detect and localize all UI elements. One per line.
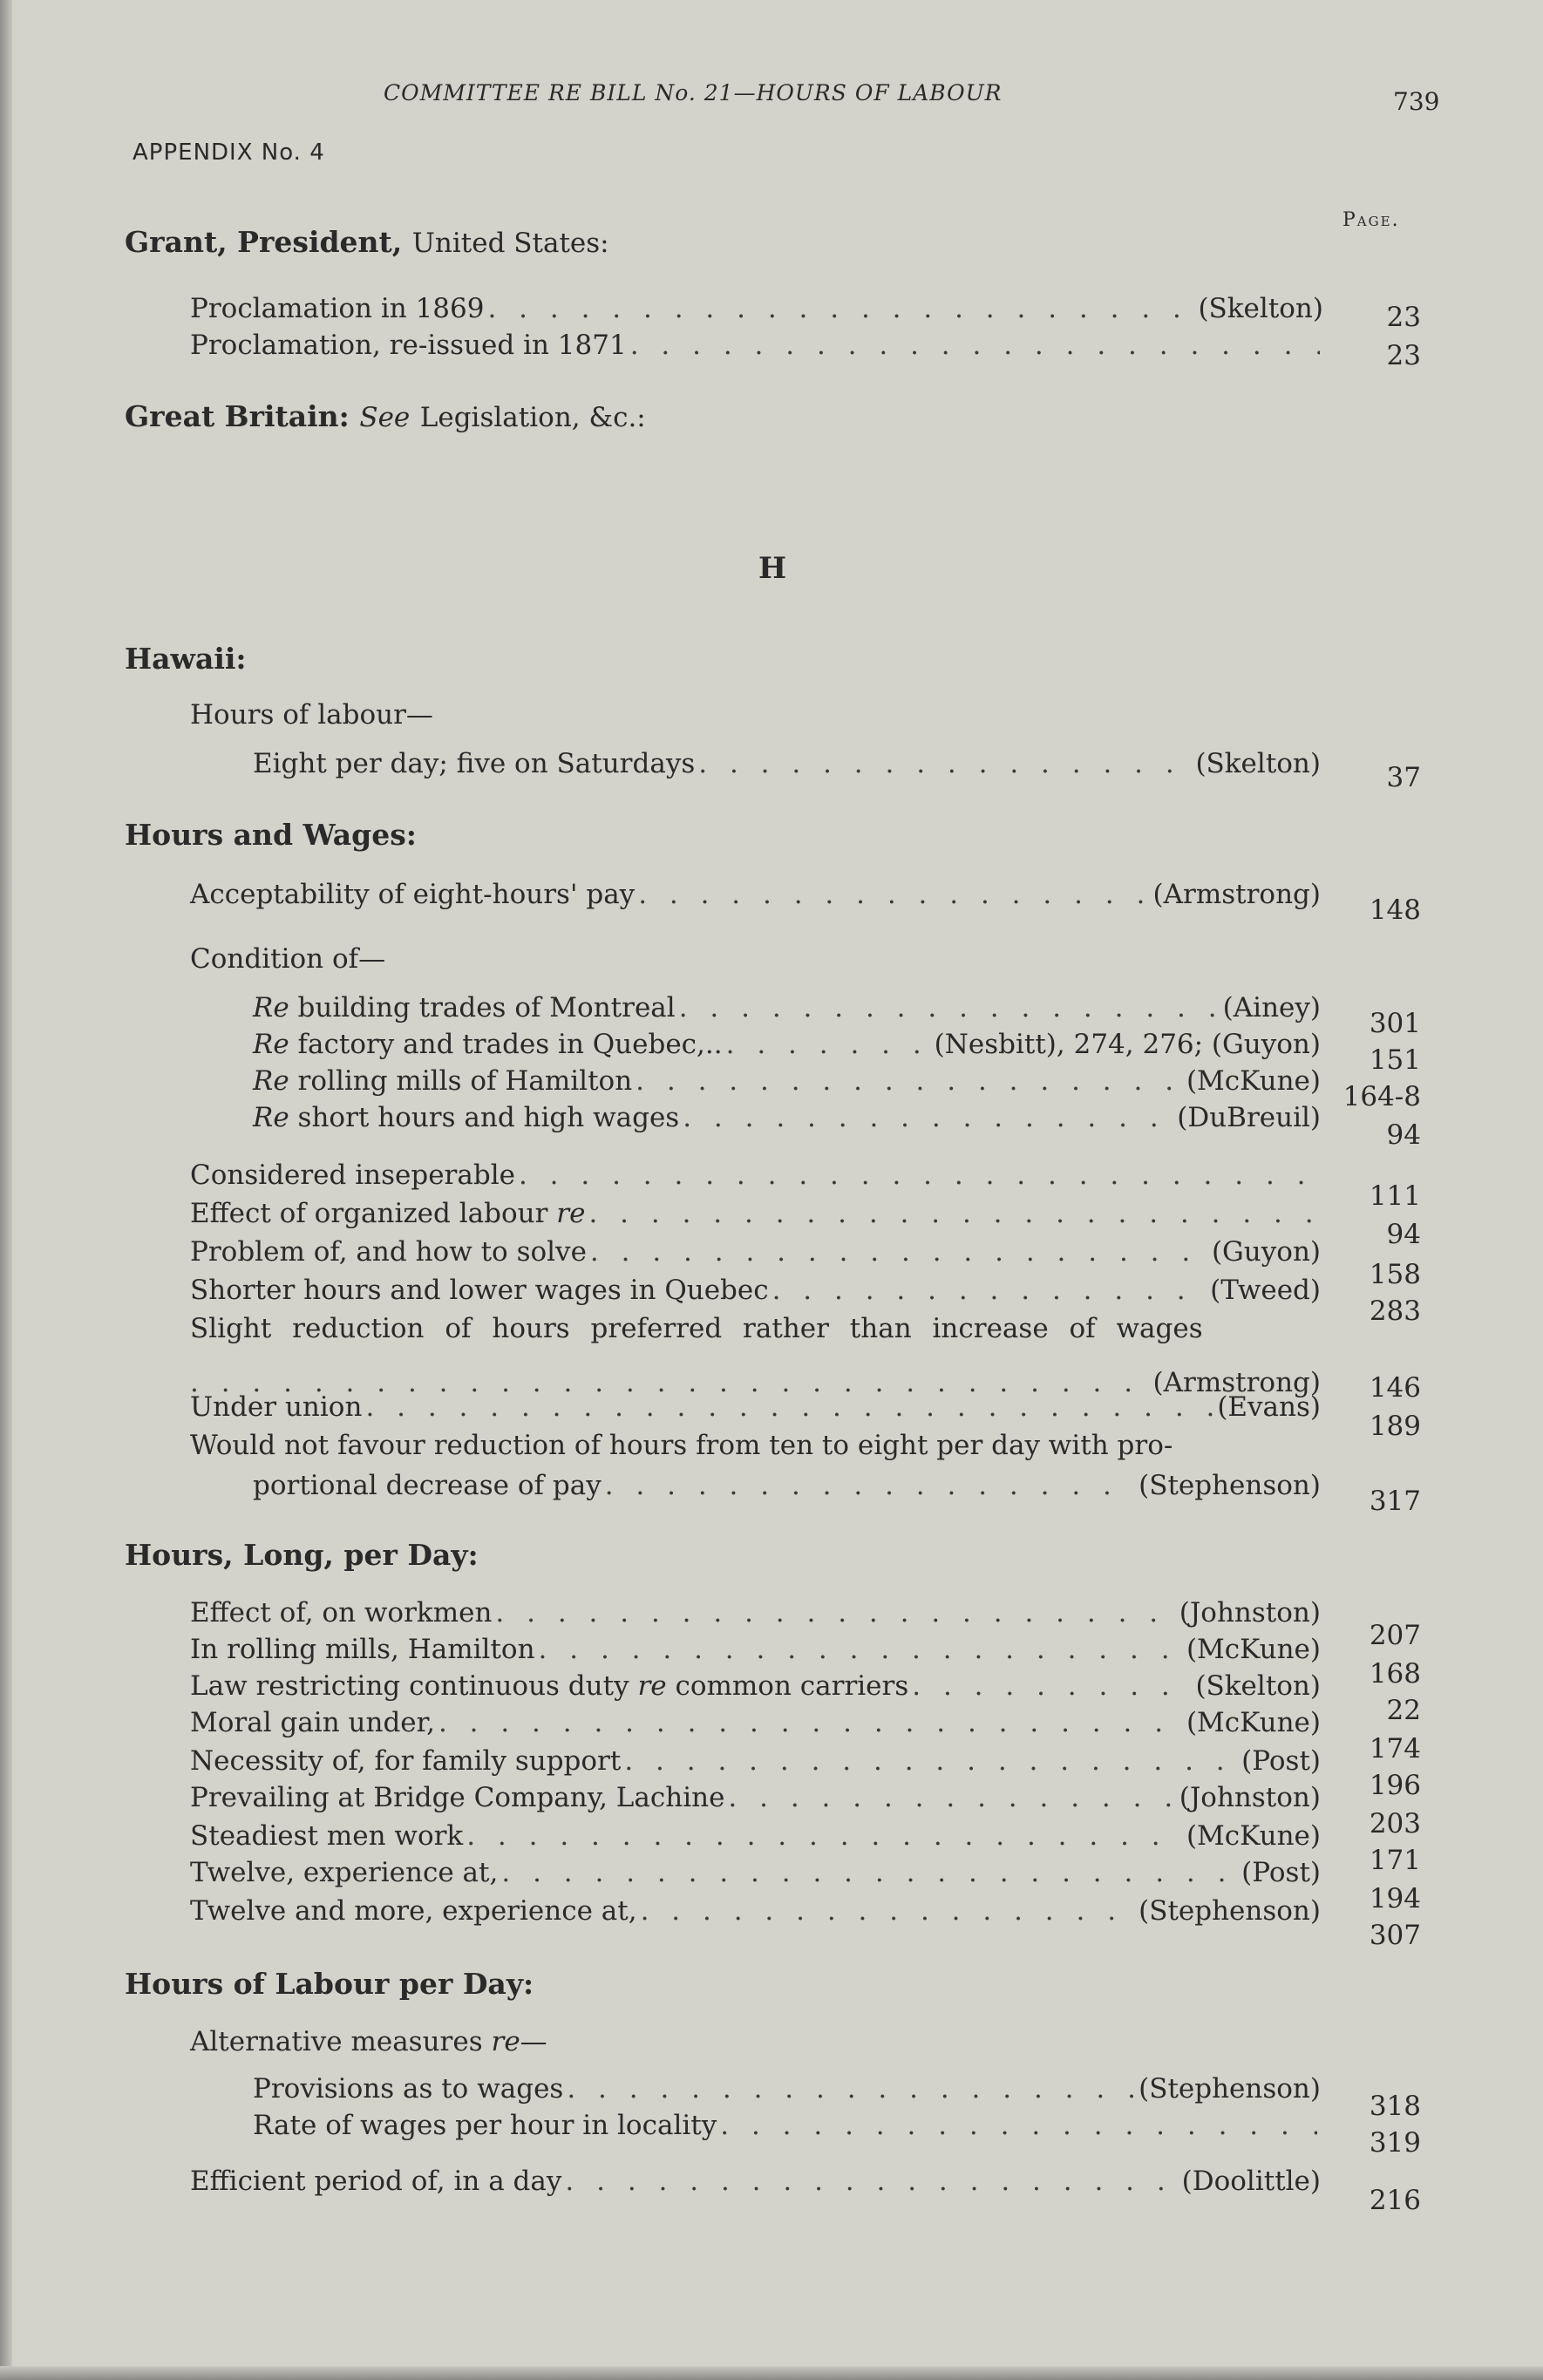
entry-page: 216 xyxy=(1369,2185,1421,2216)
entry-page: 174 xyxy=(1369,1733,1421,1765)
entry-source: (Evans) xyxy=(1217,1391,1321,1423)
entry-source: (Skelton) xyxy=(1198,293,1323,324)
index-entry xyxy=(190,1745,1321,1777)
entry-page: 207 xyxy=(1369,1620,1421,1651)
re-label: Re xyxy=(253,1029,289,1060)
entry-source: (McKune) xyxy=(1186,1634,1321,1665)
subheading-text: Alternative measures xyxy=(190,2026,483,2057)
index-entry xyxy=(253,1470,1321,1501)
entry-source: (Ainey) xyxy=(1222,992,1321,1023)
running-title: COMMITTEE RE BILL No. 21—HOURS OF LABOUR xyxy=(384,80,1003,105)
entry-source: (McKune) xyxy=(1186,1707,1321,1738)
entry-source: (Johnston) xyxy=(1179,1597,1321,1629)
entry-text: Effect of, on workmen xyxy=(190,1597,493,1629)
index-entry xyxy=(190,1198,1321,1229)
page-number: 739 xyxy=(1393,87,1440,116)
index-entry xyxy=(190,1857,1321,1888)
entry-source: (Armstrong) xyxy=(1152,879,1321,910)
entry-page: 111 xyxy=(1369,1180,1421,1212)
entry-page: 307 xyxy=(1369,1920,1421,1951)
entry-source: (DuBreuil) xyxy=(1177,1102,1321,1133)
entry-page: 317 xyxy=(1369,1486,1421,1517)
entry-page: 158 xyxy=(1369,1259,1421,1290)
entry-text: short hours and high wages xyxy=(297,1102,680,1133)
entry-page: 171 xyxy=(1369,1845,1421,1876)
entry-source: (Guyon) xyxy=(1211,1236,1321,1268)
entry-source: (Stephenson) xyxy=(1139,1470,1321,1501)
entry-page: 318 xyxy=(1369,2091,1421,2122)
index-entry xyxy=(190,330,1323,361)
index-entry xyxy=(190,1820,1321,1852)
entry-text: Acceptability of eight-hours' pay xyxy=(190,879,636,910)
entry-text: Steadiest men work xyxy=(190,1820,464,1852)
entry-text: Necessity of, for family support xyxy=(190,1745,622,1777)
entry-text: Considered inseperable xyxy=(190,1159,515,1191)
subheading xyxy=(190,2026,547,2057)
heading-hours-and-wages: Hours and Wages: xyxy=(125,818,417,852)
entry-text: Shorter hours and lower wages in Quebec xyxy=(190,1275,769,1306)
section-letter: H xyxy=(758,551,787,586)
index-entry xyxy=(253,2073,1321,2105)
entry-page: 203 xyxy=(1369,1808,1421,1839)
index-entry xyxy=(253,1102,1321,1133)
page-binding-edge xyxy=(0,0,12,2380)
entry-text: Under union xyxy=(190,1391,363,1423)
heading-bold: Grant, President, xyxy=(125,225,403,259)
index-entry xyxy=(190,1670,1321,1702)
entry-text: Problem of, and how to solve xyxy=(190,1236,587,1268)
entry-page: 148 xyxy=(1369,894,1421,926)
entry-source: (Doolittle) xyxy=(1181,2166,1321,2197)
entry-text: Law restricting continuous duty xyxy=(190,1670,629,1702)
entry-page: 94 xyxy=(1386,1119,1421,1151)
index-entry xyxy=(190,1707,1321,1738)
re-label: Re xyxy=(253,1102,289,1133)
entry-source: (Armstrong) xyxy=(1152,1367,1321,1398)
entry-source: (Tweed) xyxy=(1210,1275,1321,1306)
subheading: Condition of— xyxy=(190,943,386,975)
entry-page: 22 xyxy=(1386,1695,1421,1726)
entry-page: 23 xyxy=(1386,340,1421,371)
heading-rest: Legislation, &c.: xyxy=(419,402,646,433)
entry-page: 23 xyxy=(1386,302,1421,333)
entry-text: building trades of Montreal xyxy=(297,992,676,1023)
entry-text: Twelve and more, experience at, xyxy=(190,1895,637,1927)
entry-page: 168 xyxy=(1369,1658,1421,1690)
heading-grant xyxy=(125,225,609,259)
entry-text: Effect of organized labour xyxy=(190,1198,548,1229)
entry-text: Provisions as to wages xyxy=(253,2073,564,2105)
entry-page: 283 xyxy=(1369,1295,1421,1327)
entry-text: Slight reduction of hours preferred rather than increase of wages xyxy=(190,1313,1203,1344)
entry-text: rolling mills of Hamilton xyxy=(297,1065,633,1097)
index-entry xyxy=(190,879,1321,910)
entry-page: 37 xyxy=(1386,762,1421,793)
entry-source: (Post) xyxy=(1241,1857,1321,1888)
index-entry xyxy=(190,1159,1321,1191)
re-label: re— xyxy=(491,2026,547,2057)
entry-source: (Skelton) xyxy=(1195,748,1321,779)
entry-page: 301 xyxy=(1369,1008,1421,1039)
entry-page: 196 xyxy=(1369,1770,1421,1801)
entry-text: Eight per day; five on Saturdays xyxy=(253,748,696,779)
entry-source: (Johnston) xyxy=(1179,1782,1321,1813)
index-entry xyxy=(253,748,1321,779)
heading-rest: United States: xyxy=(411,228,609,259)
heading-hours-of-labour: Hours of Labour per Day: xyxy=(125,1967,534,2001)
index-entry xyxy=(253,992,1321,1023)
heading-great-britain xyxy=(125,399,646,433)
entry-text: common carriers xyxy=(675,1670,909,1702)
index-entry xyxy=(190,1236,1321,1268)
entry-text: Prevailing at Bridge Company, Lachine xyxy=(190,1782,725,1813)
entry-text: factory and trades in Quebec,.. xyxy=(297,1029,723,1060)
entry-page: 319 xyxy=(1369,2127,1421,2159)
appendix-label: APPENDIX No. 4 xyxy=(133,139,325,166)
re-label: re xyxy=(556,1198,586,1229)
index-entry xyxy=(190,1597,1321,1629)
index-entry xyxy=(190,1634,1321,1665)
index-entry xyxy=(190,1895,1321,1927)
page-bottom-edge xyxy=(0,2366,1543,2380)
entry-page: 146 xyxy=(1369,1372,1421,1404)
entry-page: 189 xyxy=(1369,1411,1421,1442)
index-entry xyxy=(253,1065,1321,1097)
entry-page: 194 xyxy=(1369,1883,1421,1914)
entry-source: (Stephenson) xyxy=(1139,2073,1321,2105)
page-column-label: Page. xyxy=(1342,209,1400,231)
entry-source: (Post) xyxy=(1241,1745,1321,1777)
entry-source: (Stephenson) xyxy=(1139,1895,1321,1927)
entry-source: (McKune) xyxy=(1186,1820,1321,1852)
heading-bold: Great Britain: xyxy=(125,399,350,433)
subheading: Hours of labour— xyxy=(190,699,433,731)
entry-text: Efficient period of, in a day xyxy=(190,2166,562,2197)
index-entry xyxy=(190,293,1323,324)
entry-page: 94 xyxy=(1386,1219,1421,1250)
re-label: re xyxy=(637,1670,667,1702)
entry-text: portional decrease of pay xyxy=(253,1470,602,1501)
entry-text: Moral gain under, xyxy=(190,1707,435,1738)
index-entry xyxy=(190,1275,1321,1306)
index-entry xyxy=(253,1029,1321,1060)
index-entry xyxy=(190,2166,1321,2197)
entry-text: Proclamation, re-issued in 1871 xyxy=(190,330,627,361)
entry-page: 164-8 xyxy=(1342,1081,1421,1112)
entry-text: Proclamation in 1869 xyxy=(190,293,485,324)
heading-hours-long: Hours, Long, per Day: xyxy=(125,1538,479,1572)
entry-source: (Nesbitt), 274, 276; (Guyon) xyxy=(934,1029,1321,1060)
entry-text: In rolling mills, Hamilton xyxy=(190,1634,535,1665)
entry-text: Rate of wages per hour in locality xyxy=(253,2110,717,2141)
re-label: Re xyxy=(253,1065,289,1097)
entry-text: Twelve, experience at, xyxy=(190,1857,499,1888)
entry-source: (Skelton) xyxy=(1195,1670,1321,1702)
index-entry xyxy=(253,2110,1321,2141)
entry-page: 151 xyxy=(1369,1044,1421,1076)
index-entry xyxy=(190,1391,1321,1423)
index-entry xyxy=(190,1782,1321,1813)
heading-hawaii: Hawaii: xyxy=(125,642,247,676)
entry-text: Would not favour reduction of hours from ten to eight per day with pro- xyxy=(190,1430,1173,1461)
see-label: See xyxy=(359,402,411,433)
re-label: Re xyxy=(253,992,289,1023)
entry-source: (McKune) xyxy=(1186,1065,1321,1097)
